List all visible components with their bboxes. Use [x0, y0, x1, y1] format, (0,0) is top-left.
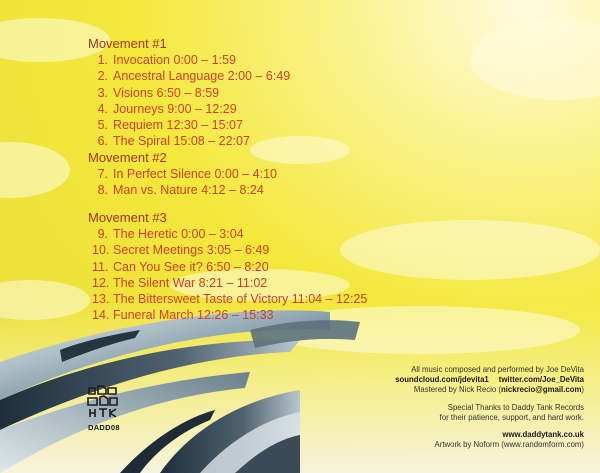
track-item: 11. Can You See it? 6:50 – 8:20 — [92, 259, 269, 274]
track-item: 7. In Perfect Silence 0:00 – 4:10 — [97, 167, 277, 181]
credits-block — [284, 365, 584, 450]
track-item: 6. The Spiral 15:08 – 22:07 — [97, 134, 250, 149]
track-item: 2. Ancestral Language 2:00 – 6:49 — [97, 69, 291, 84]
website-link[interactable]: www.daddytank.co.uk — [502, 430, 584, 440]
track-item: 4. Journeys 9:00 – 12:29 — [97, 101, 237, 116]
movement-title: Movement #3 — [88, 210, 167, 225]
social-links — [284, 375, 584, 385]
thanks-line-1: Special Thanks to Daddy Tank Records — [447, 402, 584, 412]
track-item: 8. Man vs. Nature 4:12 – 8:24 — [97, 183, 264, 198]
track-item: 9. The Heretic 0:00 – 3:04 — [97, 227, 244, 241]
movement-1 — [88, 36, 290, 150]
composer-credit: All music composed and performed by Joe DeVita — [411, 365, 584, 374]
movement-title: Movement #2 — [88, 150, 167, 165]
track-item: 10. Secret Meetings 3:05 – 6:49 — [92, 243, 270, 258]
artwork-credit: Artwork by Noform (www.randomform.com) — [434, 440, 584, 450]
movement-title: Movement #1 — [88, 36, 167, 51]
track-item: 13. The Bittersweet Taste of Victory 11:04 – 12:25 — [92, 292, 368, 307]
thanks-line-2: for their patience, support, and hard work. — [439, 412, 584, 422]
movement-2 — [88, 150, 277, 199]
soundcloud-link[interactable]: soundcloud.com/jdevita1 — [395, 375, 489, 385]
mastering-credit: Mastered by Nick Recio (nickrecio@gmail.com) — [413, 385, 584, 395]
twitter-link[interactable]: twitter.com/Joe_DeVita — [498, 375, 584, 385]
track-item: 1. Invocation 0:00 – 1:59 — [97, 53, 237, 67]
track-item: 14. Funeral March 12:26 – 15:33 — [92, 308, 274, 323]
track-item: 5. Requiem 12:30 – 15:07 — [97, 118, 243, 133]
movement-3 — [88, 210, 367, 324]
daddy-tank-logo-icon — [86, 384, 120, 420]
track-item: 12. The Silent War 8:21 – 11:02 — [92, 275, 268, 290]
catalog-number: DADD08 — [88, 423, 120, 432]
track-item: 3. Visions 6:50 – 8:59 — [97, 85, 220, 100]
mastering-email[interactable]: nickrecio@gmail.com — [500, 385, 582, 395]
